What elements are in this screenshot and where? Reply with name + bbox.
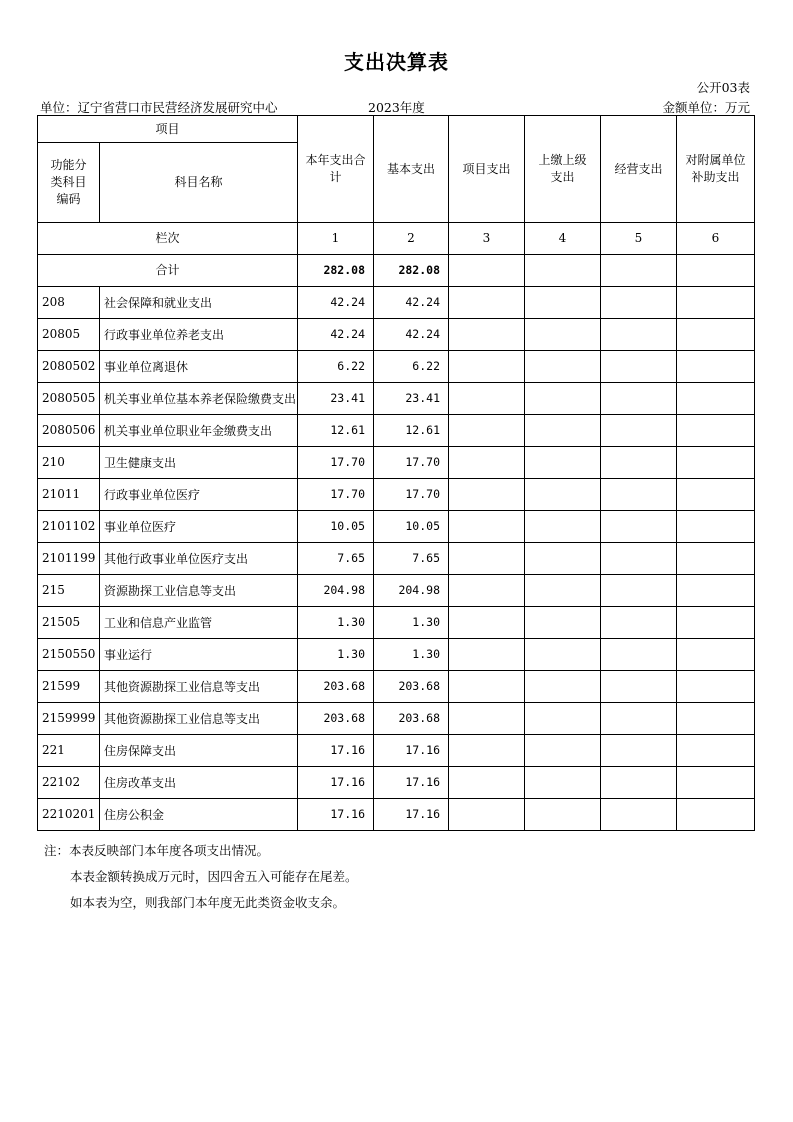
empty-cell: [525, 543, 601, 575]
table-row: [38, 479, 755, 511]
empty-cell: [601, 415, 677, 447]
total-row: [38, 255, 755, 287]
row-total: 1.30: [298, 607, 374, 639]
row-name: 机关事业单位职业年金缴费支出: [100, 415, 298, 447]
empty-cell: [525, 767, 601, 799]
row-name: 机关事业单位基本养老保险缴费支出: [100, 383, 298, 415]
table-row: [38, 511, 755, 543]
row-name: 其他资源勘探工业信息等支出: [100, 671, 298, 703]
table-code: 公开03表: [696, 80, 750, 95]
empty-cell: [677, 287, 755, 319]
row-code: 20805: [38, 319, 100, 351]
empty-cell: [449, 479, 525, 511]
empty-cell: [449, 575, 525, 607]
row-code: 21599: [38, 671, 100, 703]
empty-cell: [601, 287, 677, 319]
table-row: [38, 639, 755, 671]
empty-cell: [601, 799, 677, 831]
table-row: [38, 767, 755, 799]
row-code: 2080502: [38, 351, 100, 383]
col-number: 6: [677, 223, 755, 255]
money-unit-label: 金额单位：万元: [662, 100, 750, 115]
empty-cell: [601, 767, 677, 799]
row-name: 住房改革支出: [100, 767, 298, 799]
row-basic: 7.65: [374, 543, 449, 575]
row-basic: 6.22: [374, 351, 449, 383]
header-project: 项目支出: [449, 116, 525, 223]
total-label: 合计: [38, 255, 298, 287]
year-label: 2023年度: [368, 100, 425, 115]
empty-cell: [449, 287, 525, 319]
col-number: 1: [298, 223, 374, 255]
row-code: 22102: [38, 767, 100, 799]
empty-cell: [449, 415, 525, 447]
empty-cell: [677, 319, 755, 351]
row-basic: 203.68: [374, 671, 449, 703]
empty-cell: [677, 703, 755, 735]
empty-cell: [601, 671, 677, 703]
empty-cell: [449, 703, 525, 735]
col-number: 3: [449, 223, 525, 255]
empty-cell: [601, 607, 677, 639]
header-basic: 基本支出: [374, 116, 449, 223]
row-basic: 17.70: [374, 447, 449, 479]
note-line: 本表金额转换成万元时，因四舍五入可能存在尾差。: [70, 869, 358, 884]
row-code: 2080506: [38, 415, 100, 447]
empty-cell: [677, 383, 755, 415]
empty-cell: [449, 447, 525, 479]
empty-cell: [449, 383, 525, 415]
total-basic: 282.08: [374, 255, 449, 287]
header-row-index: 栏次: [38, 223, 298, 255]
row-code: 2101199: [38, 543, 100, 575]
row-code: 2080505: [38, 383, 100, 415]
row-name: 工业和信息产业监管: [100, 607, 298, 639]
row-code: 2150550: [38, 639, 100, 671]
empty-cell: [525, 319, 601, 351]
table-row: [38, 415, 755, 447]
empty-cell: [601, 511, 677, 543]
empty-cell: [677, 415, 755, 447]
note-line: 注：本表反映部门本年度各项支出情况。: [44, 843, 270, 858]
empty-cell: [601, 447, 677, 479]
table-row: [38, 575, 755, 607]
row-total: 1.30: [298, 639, 374, 671]
header-total: 本年支出合计: [298, 116, 374, 223]
empty-cell: [601, 319, 677, 351]
table-row: [38, 543, 755, 575]
empty-cell: [449, 671, 525, 703]
row-name: 其他行政事业单位医疗支出: [100, 543, 298, 575]
table-row: [38, 351, 755, 383]
empty-cell: [677, 767, 755, 799]
notes: [44, 838, 358, 916]
row-basic: 42.24: [374, 287, 449, 319]
col-number: 5: [601, 223, 677, 255]
unit-label: 单位：辽宁省营口市民营经济发展研究中心: [40, 100, 278, 115]
row-name: 行政事业单位医疗: [100, 479, 298, 511]
empty-cell: [449, 639, 525, 671]
page-title: 支出决算表: [344, 50, 449, 74]
row-code: 21505: [38, 607, 100, 639]
row-code: 208: [38, 287, 100, 319]
row-basic: 23.41: [374, 383, 449, 415]
row-total: 17.16: [298, 767, 374, 799]
row-code: 2210201: [38, 799, 100, 831]
row-basic: 17.70: [374, 479, 449, 511]
empty-cell: [449, 607, 525, 639]
table-row: [38, 671, 755, 703]
row-basic: 204.98: [374, 575, 449, 607]
empty-cell: [601, 383, 677, 415]
row-total: 203.68: [298, 671, 374, 703]
row-total: 17.70: [298, 447, 374, 479]
col-number: 4: [525, 223, 601, 255]
row-total: 17.16: [298, 799, 374, 831]
empty-cell: [677, 351, 755, 383]
header-business: 经营支出: [601, 116, 677, 223]
row-total: 10.05: [298, 511, 374, 543]
row-name: 住房保障支出: [100, 735, 298, 767]
empty-cell: [677, 575, 755, 607]
row-total: 42.24: [298, 319, 374, 351]
table-row: [38, 735, 755, 767]
row-basic: 12.61: [374, 415, 449, 447]
row-name: 住房公积金: [100, 799, 298, 831]
empty-cell: [449, 351, 525, 383]
row-basic: 17.16: [374, 799, 449, 831]
empty-cell: [677, 511, 755, 543]
row-basic: 203.68: [374, 703, 449, 735]
row-basic: 1.30: [374, 639, 449, 671]
empty-cell: [449, 767, 525, 799]
empty-cell: [525, 447, 601, 479]
row-code: 221: [38, 735, 100, 767]
row-total: 42.24: [298, 287, 374, 319]
empty-cell: [677, 607, 755, 639]
row-name: 事业单位离退休: [100, 351, 298, 383]
table-row: [38, 607, 755, 639]
empty-cell: [525, 735, 601, 767]
total-amount: 282.08: [298, 255, 374, 287]
empty-cell: [677, 671, 755, 703]
row-code: 210: [38, 447, 100, 479]
row-total: 12.61: [298, 415, 374, 447]
table-row: [38, 703, 755, 735]
table-row: [38, 799, 755, 831]
row-total: 6.22: [298, 351, 374, 383]
table-row: [38, 287, 755, 319]
empty-cell: [525, 607, 601, 639]
empty-cell: [449, 543, 525, 575]
empty-cell: [677, 479, 755, 511]
row-basic: 1.30: [374, 607, 449, 639]
row-name: 事业运行: [100, 639, 298, 671]
header-subsidy: 对附属单位补助支出: [677, 116, 755, 223]
empty-cell: [449, 511, 525, 543]
empty-cell: [677, 735, 755, 767]
expenditure-table: [37, 115, 755, 831]
empty-cell: [525, 671, 601, 703]
empty-cell: [601, 703, 677, 735]
empty-cell: [525, 799, 601, 831]
empty-cell: [525, 639, 601, 671]
row-basic: 42.24: [374, 319, 449, 351]
row-total: 17.16: [298, 735, 374, 767]
empty-cell: [677, 543, 755, 575]
header-item: 项目: [38, 116, 298, 143]
empty-cell: [601, 351, 677, 383]
row-basic: 10.05: [374, 511, 449, 543]
row-total: 7.65: [298, 543, 374, 575]
empty-cell: [525, 351, 601, 383]
row-name: 其他资源勘探工业信息等支出: [100, 703, 298, 735]
empty-cell: [449, 735, 525, 767]
col-number: 2: [374, 223, 449, 255]
empty-cell: [525, 575, 601, 607]
empty-cell: [449, 799, 525, 831]
row-total: 17.70: [298, 479, 374, 511]
empty-cell: [601, 479, 677, 511]
table-row: [38, 447, 755, 479]
empty-cell: [525, 383, 601, 415]
row-total: 204.98: [298, 575, 374, 607]
header-upper: 上缴上级支出: [525, 116, 601, 223]
empty-cell: [525, 479, 601, 511]
empty-cell: [449, 319, 525, 351]
row-name: 事业单位医疗: [100, 511, 298, 543]
empty-cell: [601, 575, 677, 607]
row-code: 21011: [38, 479, 100, 511]
row-basic: 17.16: [374, 735, 449, 767]
empty-cell: [601, 735, 677, 767]
table-row: [38, 319, 755, 351]
empty-cell: [677, 639, 755, 671]
row-total: 23.41: [298, 383, 374, 415]
empty-cell: [525, 415, 601, 447]
header-code: 功能分类科目编码: [38, 143, 100, 223]
row-name: 行政事业单位养老支出: [100, 319, 298, 351]
empty-cell: [525, 287, 601, 319]
empty-cell: [525, 703, 601, 735]
empty-cell: [677, 447, 755, 479]
row-name: 卫生健康支出: [100, 447, 298, 479]
empty-cell: [677, 799, 755, 831]
row-name: 社会保障和就业支出: [100, 287, 298, 319]
table-row: [38, 383, 755, 415]
row-name: 资源勘探工业信息等支出: [100, 575, 298, 607]
note-line: 如本表为空，则我部门本年度无此类资金收支余。: [70, 895, 346, 910]
row-code: 2159999: [38, 703, 100, 735]
empty-cell: [525, 511, 601, 543]
header-name: 科目名称: [100, 143, 298, 223]
row-total: 203.68: [298, 703, 374, 735]
row-code: 215: [38, 575, 100, 607]
empty-cell: [601, 639, 677, 671]
empty-cell: [601, 543, 677, 575]
row-code: 2101102: [38, 511, 100, 543]
row-basic: 17.16: [374, 767, 449, 799]
